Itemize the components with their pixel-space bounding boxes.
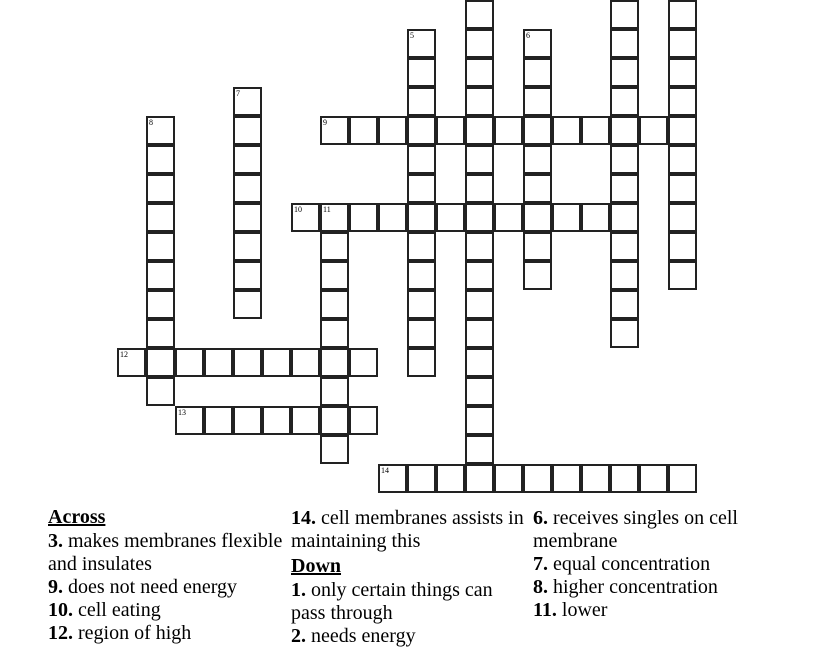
grid-cell[interactable] — [407, 145, 436, 174]
grid-cell[interactable] — [465, 348, 494, 377]
grid-cell[interactable] — [523, 464, 552, 493]
grid-cell[interactable] — [465, 406, 494, 435]
grid-cell[interactable] — [523, 145, 552, 174]
grid-cell[interactable] — [349, 348, 378, 377]
grid-cell[interactable] — [378, 116, 407, 145]
grid-cell[interactable] — [378, 464, 407, 493]
grid-cell[interactable] — [523, 29, 552, 58]
grid-cell[interactable] — [494, 203, 523, 232]
grid-cell[interactable] — [146, 232, 175, 261]
grid-cell[interactable] — [146, 261, 175, 290]
clue-across-10: 10. cell eating — [48, 599, 161, 621]
clue-down-8: 8. higher concentration — [533, 576, 718, 598]
grid-cell[interactable] — [465, 290, 494, 319]
grid-cell[interactable] — [494, 464, 523, 493]
grid-cell[interactable] — [523, 174, 552, 203]
down-heading: Down — [291, 555, 342, 577]
clue-down-7: 7. equal concentration — [533, 553, 711, 575]
clue-down-11: 11. lower — [533, 599, 608, 621]
grid-cell[interactable] — [639, 464, 668, 493]
grid-cell[interactable] — [407, 116, 436, 145]
grid-cell[interactable] — [407, 87, 436, 116]
grid-cell[interactable] — [349, 116, 378, 145]
grid-cell[interactable] — [262, 406, 291, 435]
grid-cell[interactable] — [668, 261, 697, 290]
grid-cell[interactable] — [610, 58, 639, 87]
grid-cell[interactable] — [465, 464, 494, 493]
grid-cell[interactable] — [233, 261, 262, 290]
grid-cell[interactable] — [610, 87, 639, 116]
grid-cell[interactable] — [262, 348, 291, 377]
grid-cell[interactable] — [436, 464, 465, 493]
clue-number: 10 — [294, 205, 302, 214]
clue-down-2: 2. needs energy — [291, 625, 416, 647]
clues-column-1 — [48, 504, 288, 645]
grid-cell[interactable] — [407, 232, 436, 261]
grid-cell[interactable] — [494, 116, 523, 145]
grid-cell[interactable] — [465, 145, 494, 174]
grid-cell[interactable] — [407, 174, 436, 203]
grid-cell[interactable] — [320, 261, 349, 290]
grid-cell[interactable] — [146, 377, 175, 406]
grid-cell[interactable] — [436, 116, 465, 145]
grid-cell[interactable] — [233, 406, 262, 435]
clue-number: 5 — [410, 31, 414, 40]
grid-cell[interactable] — [668, 58, 697, 87]
grid-cell[interactable] — [552, 464, 581, 493]
grid-cell[interactable] — [610, 203, 639, 232]
clue-number: 8 — [149, 118, 153, 127]
grid-cell[interactable] — [349, 406, 378, 435]
grid-cell[interactable] — [407, 261, 436, 290]
grid-cell[interactable] — [668, 174, 697, 203]
grid-cell[interactable] — [117, 348, 146, 377]
clue-number: 12 — [120, 350, 128, 359]
grid-cell[interactable] — [233, 87, 262, 116]
grid-cell[interactable] — [407, 29, 436, 58]
grid-cell[interactable] — [465, 0, 494, 29]
grid-cell[interactable] — [407, 58, 436, 87]
grid-cell[interactable] — [581, 116, 610, 145]
grid-cell[interactable] — [320, 290, 349, 319]
grid-cell[interactable] — [320, 116, 349, 145]
grid-cell[interactable] — [320, 406, 349, 435]
grid-cell[interactable] — [610, 232, 639, 261]
grid-cell[interactable] — [146, 145, 175, 174]
clue-across-9: 9. does not need energy — [48, 576, 238, 598]
grid-cell[interactable] — [523, 58, 552, 87]
grid-cell[interactable] — [233, 203, 262, 232]
grid-cell[interactable] — [668, 232, 697, 261]
clue-across-14: 14. cell membranes assists in maintaining this — [291, 507, 524, 552]
grid-cell[interactable] — [291, 406, 320, 435]
grid-cell[interactable] — [668, 203, 697, 232]
grid-cell[interactable] — [465, 203, 494, 232]
grid-cell[interactable] — [552, 116, 581, 145]
grid-cell[interactable] — [581, 203, 610, 232]
grid-cell[interactable] — [146, 348, 175, 377]
grid-cell[interactable] — [436, 203, 465, 232]
clue-across-3: 3. makes membranes flexible and insulates — [48, 530, 283, 575]
grid-cell[interactable] — [175, 348, 204, 377]
grid-cell[interactable] — [233, 232, 262, 261]
grid-cell[interactable] — [146, 174, 175, 203]
clue-number: 6 — [526, 31, 530, 40]
grid-cell[interactable] — [610, 261, 639, 290]
grid-cell[interactable] — [233, 174, 262, 203]
grid-cell[interactable] — [146, 116, 175, 145]
grid-cell[interactable] — [407, 290, 436, 319]
grid-cell[interactable] — [465, 116, 494, 145]
grid-cell[interactable] — [378, 203, 407, 232]
grid-cell[interactable] — [175, 406, 204, 435]
grid-cell[interactable] — [610, 290, 639, 319]
grid-cell[interactable] — [233, 145, 262, 174]
grid-cell[interactable] — [523, 116, 552, 145]
grid-cell[interactable] — [668, 116, 697, 145]
grid-cell[interactable] — [465, 377, 494, 406]
grid-cell[interactable] — [233, 116, 262, 145]
grid-cell[interactable] — [668, 0, 697, 29]
clue-number: 7 — [236, 89, 240, 98]
grid-cell[interactable] — [610, 29, 639, 58]
grid-cell[interactable] — [639, 116, 668, 145]
grid-cell[interactable] — [465, 435, 494, 464]
grid-cell[interactable] — [204, 348, 233, 377]
clue-down-1: 1. only certain things can pass through — [291, 579, 493, 624]
clue-number: 14 — [381, 466, 389, 475]
grid-cell[interactable] — [668, 29, 697, 58]
grid-cell[interactable] — [610, 0, 639, 29]
across-heading: Across — [48, 506, 106, 528]
grid-cell[interactable] — [465, 174, 494, 203]
grid-cell[interactable] — [146, 203, 175, 232]
grid-cell[interactable] — [291, 348, 320, 377]
grid-cell[interactable] — [668, 87, 697, 116]
grid-cell[interactable] — [610, 319, 639, 348]
grid-cell[interactable] — [552, 203, 581, 232]
clue-number: 11 — [323, 205, 331, 214]
grid-cell[interactable] — [320, 377, 349, 406]
grid-cell[interactable] — [407, 319, 436, 348]
grid-cell[interactable] — [146, 319, 175, 348]
grid-cell[interactable] — [610, 174, 639, 203]
grid-cell[interactable] — [465, 319, 494, 348]
grid-cell[interactable] — [204, 406, 233, 435]
grid-cell[interactable] — [465, 261, 494, 290]
grid-cell[interactable] — [291, 203, 320, 232]
grid-cell[interactable] — [349, 203, 378, 232]
grid-cell[interactable] — [465, 232, 494, 261]
clues-column-2 — [291, 507, 531, 648]
grid-cell[interactable] — [320, 435, 349, 464]
grid-cell[interactable] — [407, 464, 436, 493]
grid-cell[interactable] — [523, 87, 552, 116]
clue-number: 9 — [323, 118, 327, 127]
grid-cell[interactable] — [668, 464, 697, 493]
grid-cell[interactable] — [610, 116, 639, 145]
grid-cell[interactable] — [668, 145, 697, 174]
grid-cell[interactable] — [465, 29, 494, 58]
grid-cell[interactable] — [146, 290, 175, 319]
clue-number: 13 — [178, 408, 186, 417]
clue-across-12: 12. region of high — [48, 622, 192, 644]
grid-cell[interactable] — [523, 232, 552, 261]
grid-cell[interactable] — [320, 319, 349, 348]
grid-cell[interactable] — [320, 348, 349, 377]
grid-cell[interactable] — [233, 290, 262, 319]
clues-column-3 — [533, 507, 773, 622]
grid-cell[interactable] — [610, 145, 639, 174]
grid-cell[interactable] — [320, 203, 349, 232]
grid-cell[interactable] — [610, 464, 639, 493]
grid-cell[interactable] — [465, 87, 494, 116]
grid-cell[interactable] — [523, 203, 552, 232]
grid-cell[interactable] — [407, 348, 436, 377]
grid-cell[interactable] — [581, 464, 610, 493]
grid-cell[interactable] — [465, 58, 494, 87]
grid-cell[interactable] — [407, 203, 436, 232]
grid-cell[interactable] — [233, 348, 262, 377]
clue-down-6: 6. receives singles on cell membrane — [533, 507, 738, 552]
grid-cell[interactable] — [320, 232, 349, 261]
grid-cell[interactable] — [523, 261, 552, 290]
